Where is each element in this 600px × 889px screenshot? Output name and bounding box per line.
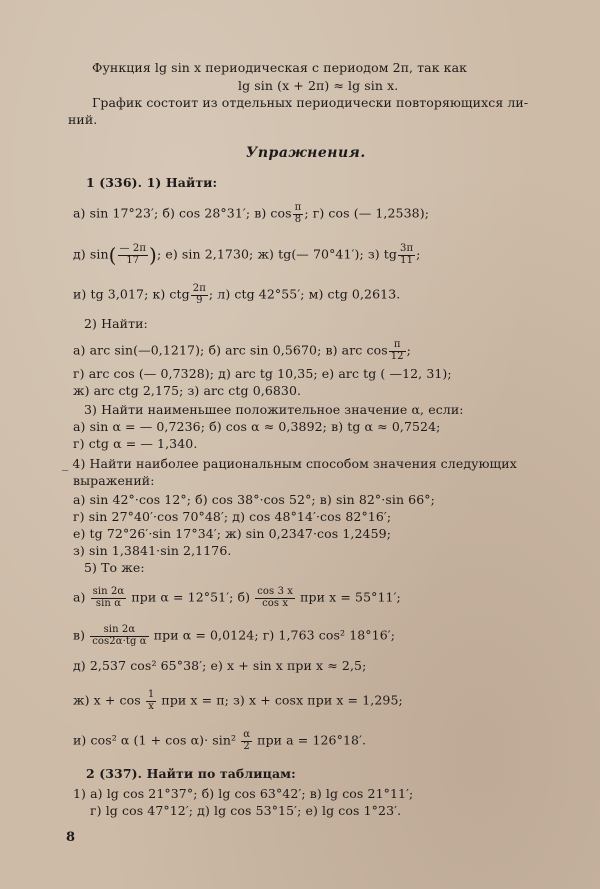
exercise-line <box>73 284 400 306</box>
exercise-text: и) tg 3,017; к) ctg <box>73 286 190 302</box>
exercise-line: 1) а) lg cos 21°37°; б) lg cos 63°42′; в) lg cos 21°11′; <box>73 786 414 801</box>
fraction <box>91 587 127 609</box>
numerator: 3π <box>400 243 414 254</box>
left-paren: ( <box>108 243 117 267</box>
exercise-line <box>73 690 403 712</box>
fraction <box>146 690 156 712</box>
problem-heading: 2) Найти: <box>84 316 148 331</box>
page-number: 8 <box>66 830 76 845</box>
text-line: lg sin (x + 2π) ≈ lg sin x. <box>238 78 399 93</box>
exercise-line: а) sin α = — 0,7236; б) cos α ≈ 0,3892; в) tg α ≈ 0,7524; <box>73 419 441 434</box>
right-paren: ) <box>149 243 157 267</box>
exercise-text: при x = 55°11′; <box>300 589 401 605</box>
denominator: sin α <box>95 597 122 609</box>
exercise-line: а) sin 42°·cos 12°; б) cos 38°·cos 52°; в) sin 82°·sin 66°; <box>73 492 435 507</box>
denominator: cos x <box>262 597 289 609</box>
exercise-line <box>73 587 401 609</box>
denominator: 11 <box>400 254 414 266</box>
exercise-line <box>73 203 429 225</box>
problem-heading: 1 (336). 1) Найти: <box>86 175 218 190</box>
exercise-line: е) tg 72°26′·sin 17°34′; ж) sin 0,2347·cos 1,2459; <box>73 526 392 541</box>
denominator: 9 <box>196 294 203 306</box>
exercise-text: и) cos² α (1 + cos α)· sin² <box>73 732 237 748</box>
exercise-text: ; г) cos (— 1,2538); <box>304 205 430 221</box>
exercise-text: а) sin 17°23′; б) cos 28°31′; в) cos <box>73 205 292 221</box>
denominator: 17 <box>126 254 140 266</box>
numerator: cos 3 x <box>257 586 294 597</box>
denominator: 12 <box>390 350 404 362</box>
exercise-text: а) <box>73 589 86 605</box>
section-heading: Упражнения. <box>246 145 366 161</box>
fraction <box>389 340 406 362</box>
denominator: 8 <box>294 213 302 225</box>
exercise-text: ; <box>416 246 421 262</box>
exercise-line <box>73 730 366 752</box>
fraction <box>118 244 149 266</box>
numerator: α <box>243 729 251 740</box>
exercise-line <box>73 340 411 362</box>
exercise-line: г) ctg α = — 1,340. <box>73 436 198 451</box>
exercise-line: д) 2,537 cos² 65°38′; е) x + sin x при x ≈ 2,5; <box>73 658 367 673</box>
numerator: π <box>389 340 406 352</box>
exercise-line: ж) arc ctg 2,175; з) arc ctg 0,6830. <box>73 383 302 398</box>
denominator: cos2α·tg α <box>92 635 147 647</box>
problem-heading: 5) То же: <box>84 560 145 575</box>
problem-heading: выражений: <box>73 473 155 488</box>
exercise-line: г) arc cos (— 0,7328); д) arc tg 10,35; е) arc tg ( —12, 31); <box>73 366 452 381</box>
fraction <box>90 625 148 647</box>
fraction <box>255 587 295 609</box>
numerator: 2π <box>192 283 206 294</box>
numerator: sin 2α <box>90 625 148 637</box>
text-line: График состоит из отдельных периодически повторяющихся ли- <box>92 95 529 110</box>
exercise-text: а) arc sin(—0,1217); б) arc sin 0,5670; в) arc cos <box>73 342 388 358</box>
exercise-text: при α = 0,0124; г) 1,763 cos² 18°16′; <box>153 627 396 643</box>
exercise-text: ; <box>406 342 411 358</box>
numerator: sin 2α <box>92 586 125 597</box>
fraction <box>241 730 252 752</box>
exercise-text: при a = 126°18′. <box>257 732 367 748</box>
text-line: ний. <box>68 112 98 127</box>
denominator: x <box>148 700 154 712</box>
text-line: Функция lg sin x периодическая с периодом 2π, так как <box>92 60 468 75</box>
problem-heading: _ 4) Найти наиболее рациональным способом значения следующих <box>62 456 517 471</box>
exercise-line: г) lg cos 47°12′; д) lg cos 53°15′; е) lg cos 1°23′. <box>90 803 402 818</box>
exercise-text: ж) x + cos <box>73 692 141 708</box>
exercise-line <box>73 244 420 266</box>
problem-heading: 3) Найти наименьшее положительное значение α, если: <box>84 402 464 417</box>
fraction <box>293 203 304 225</box>
fraction <box>398 244 415 266</box>
numerator: — 2π <box>119 243 147 254</box>
exercise-text: ; л) ctg 42°55′; м) ctg 0,2613. <box>208 286 401 302</box>
exercise-text: при α = 12°51′; б) <box>131 589 251 605</box>
exercise-line <box>73 625 395 647</box>
numerator: 1 <box>147 689 155 700</box>
exercise-line: з) sin 1,3841·sin 2,1176. <box>73 543 232 558</box>
exercise-line: г) sin 27°40′·cos 70°48′; д) cos 48°14′·cos 82°16′; <box>73 509 392 524</box>
fraction <box>191 284 208 306</box>
numerator: π <box>294 202 302 213</box>
exercise-text: при x = π; з) x + cosx при x = 1,295; <box>161 692 403 708</box>
exercise-text: д) sin <box>73 246 109 262</box>
denominator: 2 <box>243 740 250 752</box>
exercise-text: ; е) sin 2,1730; ж) tg(— 70°41′); з) tg <box>156 246 398 262</box>
exercise-text: в) <box>73 627 86 643</box>
problem-heading: 2 (337). Найти по таблицам: <box>86 766 296 781</box>
